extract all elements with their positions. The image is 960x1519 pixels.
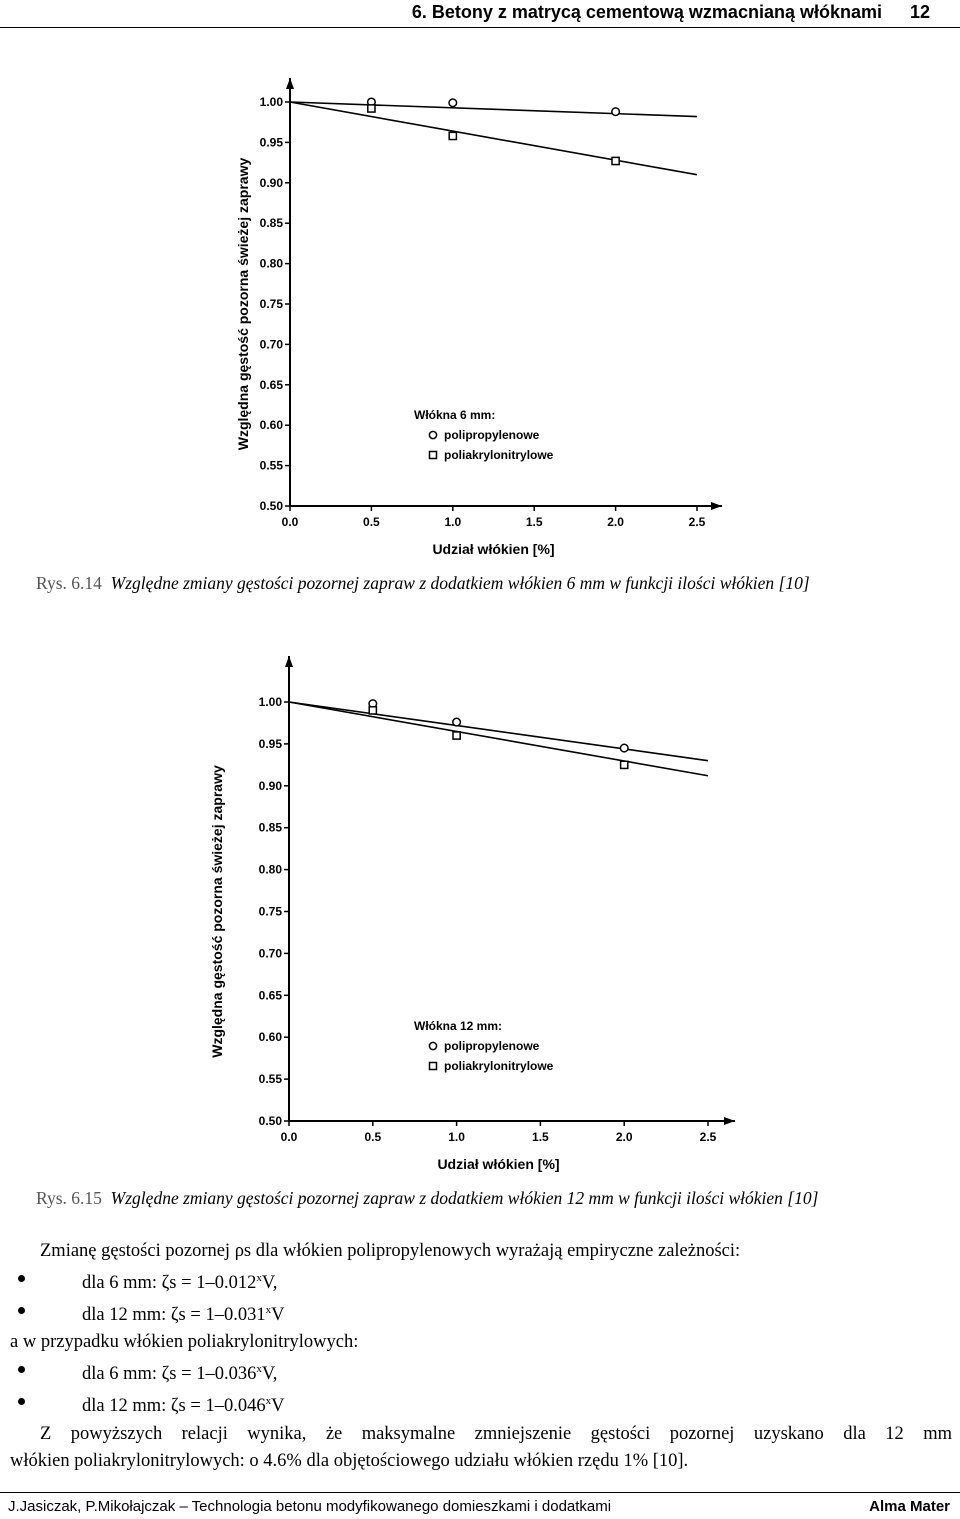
x-axis-arrow: [724, 1117, 735, 1125]
formula-pan-6mm: [10, 1356, 952, 1388]
caption-label: Rys. 6.15: [36, 1188, 102, 1208]
y-tick-label: 0.85: [258, 820, 282, 835]
formula-sup: x: [256, 1272, 262, 1284]
footer-authors: J.Jasiczak, P.Mikołajczak – Technologia betonu modyfikowanego domieszkami i dodatkami: [8, 1498, 612, 1515]
data-point-circle: [453, 718, 461, 726]
paragraph-intro: Zmianę gęstości pozornej ρs dla włókien polipropylenowych wyrażają empiryczne zależności:: [40, 1241, 741, 1261]
y-tick-label: 0.80: [259, 256, 283, 271]
fit-line-polipropylenowe: [289, 702, 708, 761]
x-tick-label: 2.0: [615, 1130, 633, 1144]
x-tick-label: 1.0: [444, 515, 462, 529]
x-axis-title: Udział włókien [%]: [437, 1156, 560, 1172]
y-axis-title: Względna gęstość pozorna świeżej zaprawy: [235, 157, 251, 451]
formula-suffix: V,: [261, 1273, 278, 1294]
y-axis-title: Względna gęstość pozorna świeżej zaprawy: [209, 765, 225, 1058]
caption-label: Rys. 6.14: [36, 573, 102, 593]
y-tick-label: 0.50: [259, 499, 283, 513]
data-point-square: [449, 132, 456, 139]
y-tick-label: 0.50: [258, 1114, 282, 1128]
figure-6-14: [0, 60, 960, 570]
data-point-square: [612, 157, 619, 164]
data-point-square: [453, 732, 460, 739]
fit-line-polipropylenowe: [290, 102, 697, 117]
y-tick-label: 0.60: [259, 418, 283, 433]
x-tick-label: 1.5: [532, 1130, 549, 1144]
page-number: 12: [909, 2, 930, 22]
y-tick-label: 0.90: [258, 778, 282, 793]
x-tick-label: 2.5: [688, 515, 706, 529]
y-tick-label: 0.80: [258, 862, 282, 877]
y-tick-label: 0.90: [259, 175, 283, 190]
formula-pp-12mm: [10, 1297, 952, 1329]
x-tick-label: 0.5: [364, 1130, 382, 1144]
y-tick-label: 0.75: [258, 904, 282, 919]
y-tick-label: 0.60: [258, 1030, 282, 1045]
data-point-circle: [620, 744, 628, 752]
data-point-circle: [449, 99, 457, 107]
x-tick-label: 0.0: [281, 515, 299, 529]
data-point-circle: [612, 108, 620, 116]
y-tick-label: 0.55: [259, 458, 283, 473]
fit-line-poliakrylonitrylowe: [289, 702, 708, 776]
y-axis-arrow: [285, 656, 293, 667]
x-tick-label: 0.0: [280, 1130, 298, 1144]
header-rule: [0, 27, 960, 28]
data-point-square: [368, 105, 375, 112]
data-point-square: [621, 761, 628, 768]
legend-title: Włókna 12 mm:: [414, 1019, 503, 1033]
y-tick-label: 1.00: [259, 95, 283, 109]
formula-sup: x: [256, 1363, 262, 1376]
y-tick-label: 0.70: [258, 946, 282, 961]
formula-pan-12mm: [10, 1388, 952, 1420]
chart-12mm: [0, 650, 960, 1180]
legend-marker-circle: [429, 1042, 436, 1049]
formula-pp-6mm: [10, 1265, 952, 1297]
paragraph-pan-intro: a w przypadku włókien poliakrylonitrylowych:: [10, 1332, 359, 1353]
x-tick-label: 1.0: [448, 1130, 465, 1144]
formula-sup: x: [265, 1395, 272, 1408]
legend-marker-square: [430, 452, 437, 459]
chart-6mm: [0, 60, 960, 570]
x-tick-label: 1.5: [525, 515, 543, 529]
figure-6-15: [0, 650, 960, 1180]
data-point-square: [369, 707, 376, 714]
x-axis-arrow: [711, 502, 722, 510]
footer-rule: [0, 1492, 960, 1493]
legend-marker-circle: [429, 431, 436, 438]
legend-label: polipropylenowe: [444, 1039, 540, 1053]
x-tick-label: 2.5: [699, 1130, 717, 1144]
formula-text: dla 12 mm: ζs = 1–0.031: [82, 1305, 266, 1326]
caption-text: Względne zmiany gęstości pozornej zapraw z dodatkiem włókien 6 mm w funkcji ilości włókien [10]: [110, 573, 810, 593]
legend-label: poliakrylonitrylowe: [444, 1059, 554, 1073]
legend-label: polipropylenowe: [444, 428, 540, 442]
paragraph-conclusion-line2: włókien poliakrylonitrylowych: o 4.6% dla objętościowego udziału włókien rzędu 1% [10].: [10, 1450, 689, 1471]
y-tick-label: 0.65: [258, 988, 282, 1003]
y-tick-label: 0.95: [259, 135, 283, 150]
formula-text: dla 12 mm: ζs = 1–0.046: [82, 1396, 266, 1417]
y-tick-label: 0.55: [258, 1072, 282, 1087]
chapter-title: 6. Betony z matrycą cementową wzmacnianą włóknami: [411, 2, 882, 22]
legend-marker-square: [430, 1063, 437, 1070]
formula-suffix: V,: [261, 1364, 278, 1385]
y-tick-label: 0.75: [259, 297, 283, 311]
x-tick-label: 2.0: [607, 515, 624, 529]
figure-caption-6-14: [36, 573, 810, 594]
legend-title: Włókna 6 mm:: [414, 408, 496, 422]
body-text: [10, 1238, 952, 1475]
y-tick-label: 0.70: [259, 337, 283, 352]
fit-line-poliakrylonitrylowe: [290, 102, 697, 175]
formula-suffix: V: [271, 1305, 285, 1326]
formula-suffix: V: [271, 1396, 285, 1417]
paragraph-conclusion-line1: Z powyższych relacji wynika, że maksymalne zmniejszenie gęstości pozornej uzyskano dla 12 mm: [40, 1423, 952, 1444]
y-tick-label: 0.95: [258, 736, 282, 751]
formula-text: dla 6 mm: ζs = 1–0.012: [82, 1273, 257, 1294]
x-tick-label: 0.5: [363, 515, 380, 529]
x-axis-title: Udział włókien [%]: [432, 541, 555, 557]
formula-sup: x: [265, 1304, 272, 1317]
y-tick-label: 0.85: [259, 216, 283, 231]
page-header: [0, 0, 960, 26]
legend-label: poliakrylonitrylowe: [444, 448, 554, 462]
footer-publisher: Alma Mater: [869, 1498, 950, 1515]
y-tick-label: 0.65: [259, 377, 283, 392]
figure-caption-6-15: [36, 1188, 818, 1209]
y-axis-arrow: [286, 78, 294, 89]
y-tick-label: 1.00: [258, 695, 282, 709]
caption-text: Względne zmiany gęstości pozornej zapraw z dodatkiem włókien 12 mm w funkcji ilości włókien [10]: [110, 1188, 819, 1208]
formula-text: dla 6 mm: ζs = 1–0.036: [82, 1364, 257, 1385]
